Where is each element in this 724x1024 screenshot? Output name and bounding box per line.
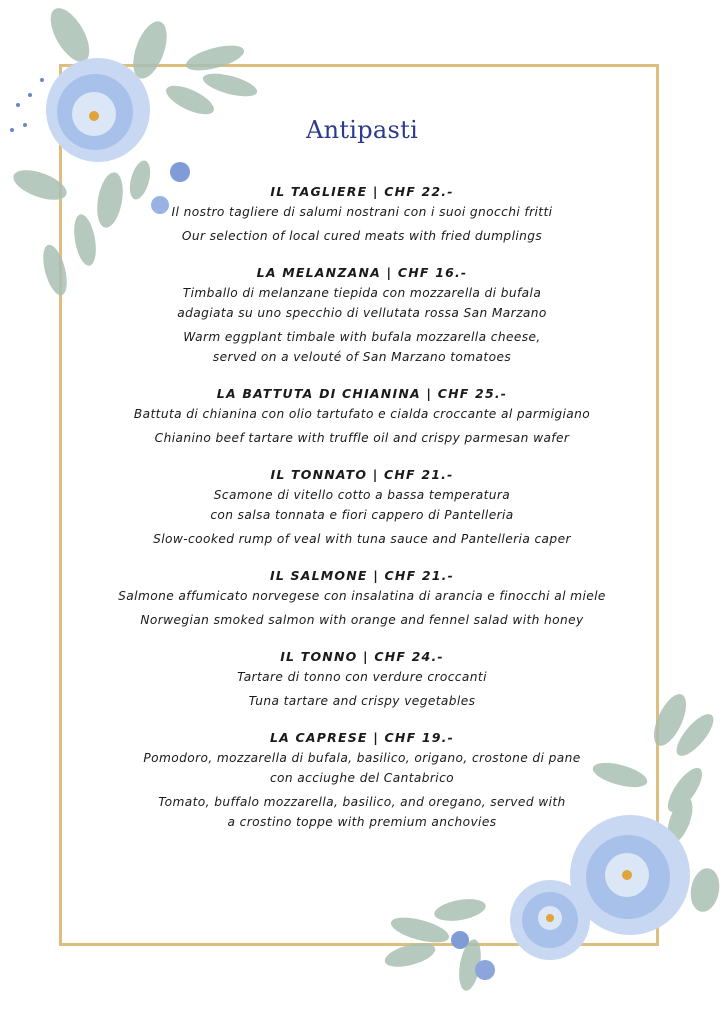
menu-item — [0, 384, 724, 448]
menu-item-description-italian: adagiata su uno specchio di vellutata rossa San Marzano — [177, 306, 547, 320]
menu-item-description-italian: Scamone di vitello cotto a bassa temperatura — [213, 488, 511, 502]
menu-list — [0, 182, 724, 849]
menu-item-description-english: Slow-cooked rump of veal with tuna sauce and Pantelleria caper — [153, 532, 571, 546]
menu-item-description-italian: Salmone affumicato norvegese con insalatina di arancia e finocchi al miele — [118, 589, 606, 603]
menu-item — [0, 566, 724, 630]
menu-item-description-english: Tuna tartare and crispy vegetables — [248, 694, 476, 708]
menu-item-description-italian: Tartare di tonno con verdure croccanti — [237, 670, 487, 684]
menu-item-description-english: Our selection of local cured meats with fried dumplings — [181, 229, 543, 243]
menu-item-description-italian: Timballo di melanzane tiepida con mozzarella di bufala — [182, 286, 542, 300]
section-title: Antipasti — [305, 116, 419, 144]
menu-item-description-english: a crostino toppe with premium anchovies — [227, 815, 497, 829]
menu-item-description-english: Norwegian smoked salmon with orange and fennel salad with honey — [140, 613, 584, 627]
menu-item-description-italian: con salsa tonnata e fiori cappero di Pantelleria — [210, 508, 514, 522]
menu-item-description-italian: Il nostro tagliere di salumi nostrani con i suoi gnocchi fritti — [171, 205, 553, 219]
menu-item-title: IL TAGLIERE | CHF 22.- — [270, 184, 454, 199]
menu-item-description-english: served on a velouté of San Marzano tomatoes — [212, 350, 512, 364]
menu-item-title: LA MELANZANA | CHF 16.- — [256, 265, 468, 280]
menu-item — [0, 647, 724, 711]
menu-item-title: LA CAPRESE | CHF 19.- — [269, 730, 455, 745]
menu-item — [0, 465, 724, 549]
menu-item-description-english: Warm eggplant timbale with bufala mozzarella cheese, — [183, 330, 541, 344]
menu-item-description-english: Chianino beef tartare with truffle oil and crispy parmesan wafer — [154, 431, 570, 445]
menu-item — [0, 182, 724, 246]
menu-item-title: LA BATTUTA DI CHIANINA | CHF 25.- — [216, 386, 508, 401]
menu-item — [0, 728, 724, 832]
menu-item-description-english: Tomato, buffalo mozzarella, basilico, and oregano, served with — [158, 795, 566, 809]
menu-item-description-italian: con acciughe del Cantabrico — [269, 771, 455, 785]
menu-item-description-italian: Battuta di chianina con olio tartufato e cialda croccante al parmigiano — [133, 407, 591, 421]
menu-item-title: IL TONNO | CHF 24.- — [280, 649, 444, 664]
menu-item — [0, 263, 724, 367]
menu-item-description-italian: Pomodoro, mozzarella di bufala, basilico, origano, crostone di pane — [143, 751, 581, 765]
menu-item-title: IL TONNATO | CHF 21.- — [270, 467, 454, 482]
menu-item-title: IL SALMONE | CHF 21.- — [269, 568, 454, 583]
